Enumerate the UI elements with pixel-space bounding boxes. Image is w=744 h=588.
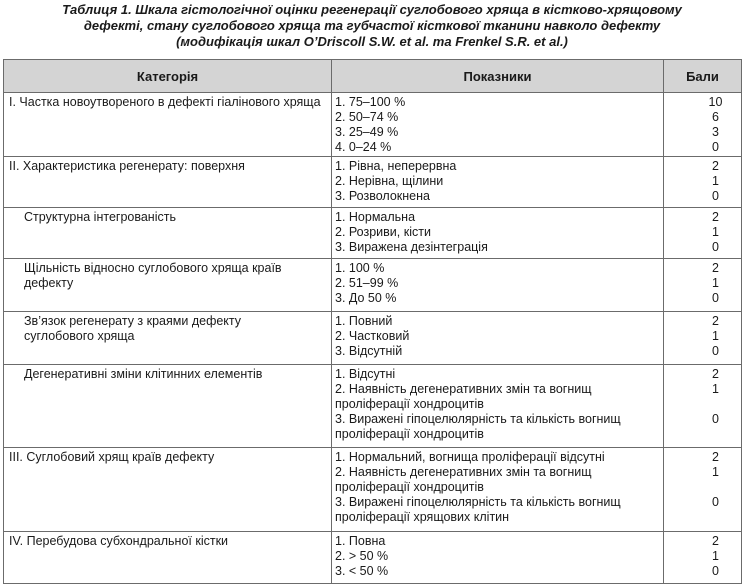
indicator-item: 2. Наявність дегенеративних змін та вогнищ проліферації хондроцитів: [335, 465, 592, 494]
indicator-item: 3. До 50 %: [335, 291, 397, 305]
table-row: [4, 532, 742, 584]
category-text: ІІІ. Суглобовий хрящ країв дефекту: [9, 450, 215, 464]
caption-line-1: Таблиця 1. Шкала гістологічної оцінки регенерації суглобового хряща в кістково-хрящовому: [62, 2, 682, 17]
indicator-item: 2. Наявність дегенеративних змін та вогнищ проліферації хондроцитів: [335, 382, 592, 411]
points-value: 2: [712, 314, 719, 328]
points-value: 0: [712, 240, 719, 254]
points-value: 1: [712, 549, 719, 563]
indicator-item: 1. 100 %: [335, 261, 385, 275]
category-cell: [4, 208, 332, 259]
points-value: 0: [712, 291, 719, 305]
indicator-item: 1. Повна: [335, 534, 386, 548]
points-cell: [664, 448, 742, 532]
category-text: ІІ. Характеристика регенерату: поверхня: [9, 159, 245, 173]
indicator-item: 2. 50–74 %: [335, 110, 399, 124]
points-cell: [664, 208, 742, 259]
table-row: [4, 157, 742, 208]
points-value: 1: [712, 276, 719, 290]
indicator-item: 2. Нерівна, щілини: [335, 174, 444, 188]
table-caption: [0, 0, 744, 52]
points-value: 1: [712, 329, 719, 343]
category-text: IV. Перебудова субхондральної кістки: [9, 534, 229, 548]
header-category: Категорія: [4, 60, 332, 93]
table-row: [4, 365, 742, 448]
points-value: 1: [712, 225, 719, 239]
points-value: 1: [712, 174, 719, 188]
indicator-item: 3. Відсутній: [335, 344, 403, 358]
points-cell: [664, 312, 742, 365]
category-cell: [4, 532, 332, 584]
points-cell: [664, 365, 742, 448]
category-text: Щільність відносно суглобового хряща країв дефекту: [24, 261, 282, 290]
indicator-item: 3. Виражені гіпоцелюлярність та кількість вогнищ проліферації хрящових клітин: [335, 495, 621, 524]
header-points: Бали: [664, 60, 742, 93]
indicator-item: 2. Частковий: [335, 329, 410, 343]
points-value: 3: [712, 125, 719, 139]
points-value: 0: [712, 344, 719, 358]
category-cell: [4, 448, 332, 532]
indicator-item: 3. < 50 %: [335, 564, 389, 578]
indicators-cell: [332, 93, 664, 157]
points-value: 2: [712, 450, 719, 464]
points-value: 6: [712, 110, 719, 124]
caption-line-3: (модифікація шкал O’Driscoll S.W. et al. та Frenkel S.R. et al.): [176, 34, 568, 49]
indicator-item: 1. Рівна, неперервна: [335, 159, 457, 173]
indicators-cell: [332, 365, 664, 448]
points-cell: [664, 157, 742, 208]
table-header-row: [4, 60, 742, 93]
category-cell: [4, 259, 332, 312]
points-cell: [664, 259, 742, 312]
indicators-cell: [332, 259, 664, 312]
points-value: 0: [712, 412, 719, 426]
indicator-item: 3. Виражені гіпоцелюлярність та кількість вогнищ проліферації хондроцитів: [335, 412, 621, 441]
table-row: [4, 259, 742, 312]
indicator-item: 2. > 50 %: [335, 549, 389, 563]
indicator-item: 3. Виражена дезінтеграція: [335, 240, 488, 254]
indicators-cell: [332, 448, 664, 532]
indicator-item: 4. 0–24 %: [335, 140, 392, 154]
points-value: 1: [712, 465, 719, 479]
category-text: І. Частка новоутвореного в дефекті гіалінового хряща: [9, 95, 321, 109]
points-value: 2: [712, 367, 719, 381]
indicator-item: 1. 75–100 %: [335, 95, 406, 109]
points-value: 1: [712, 382, 719, 396]
points-value: 2: [712, 210, 719, 224]
indicators-cell: [332, 532, 664, 584]
points-value: 2: [712, 159, 719, 173]
category-cell: [4, 312, 332, 365]
table-row: [4, 93, 742, 157]
indicator-item: 1. Повний: [335, 314, 393, 328]
category-text: Дегенеративні зміни клітинних елементів: [24, 367, 263, 381]
indicator-item: 2. Розриви, кісти: [335, 225, 431, 239]
points-value: 0: [712, 495, 719, 509]
indicators-cell: [332, 157, 664, 208]
indicator-item: 1. Нормальна: [335, 210, 416, 224]
caption-line-2: дефекті, стану суглобового хряща та губчастої кісткової тканини навколо дефекту: [83, 18, 661, 33]
header-indicators: Показники: [332, 60, 664, 93]
table-row: [4, 448, 742, 532]
indicator-item: 1. Відсутні: [335, 367, 396, 381]
points-value: 0: [712, 140, 719, 154]
table-row: [4, 208, 742, 259]
points-value: 0: [712, 564, 719, 578]
table-row: [4, 312, 742, 365]
category-text: Структурна інтегрованість: [24, 210, 176, 224]
category-text: Зв’язок регенерату з краями дефекту суглобового хряща: [24, 314, 242, 343]
category-cell: [4, 93, 332, 157]
points-value: 2: [712, 534, 719, 548]
points-cell: [664, 93, 742, 157]
scoring-table: [3, 59, 742, 584]
indicator-item: 3. Розволокнена: [335, 189, 430, 203]
category-cell: [4, 365, 332, 448]
indicator-item: 1. Нормальний, вогнища проліферації відсутні: [335, 450, 605, 464]
indicators-cell: [332, 312, 664, 365]
points-cell: [664, 532, 742, 584]
points-value: 10: [708, 95, 723, 109]
points-value: 0: [712, 189, 719, 203]
points-value: 2: [712, 261, 719, 275]
category-cell: [4, 157, 332, 208]
indicators-cell: [332, 208, 664, 259]
indicator-item: 3. 25–49 %: [335, 125, 399, 139]
indicator-item: 2. 51–99 %: [335, 276, 399, 290]
